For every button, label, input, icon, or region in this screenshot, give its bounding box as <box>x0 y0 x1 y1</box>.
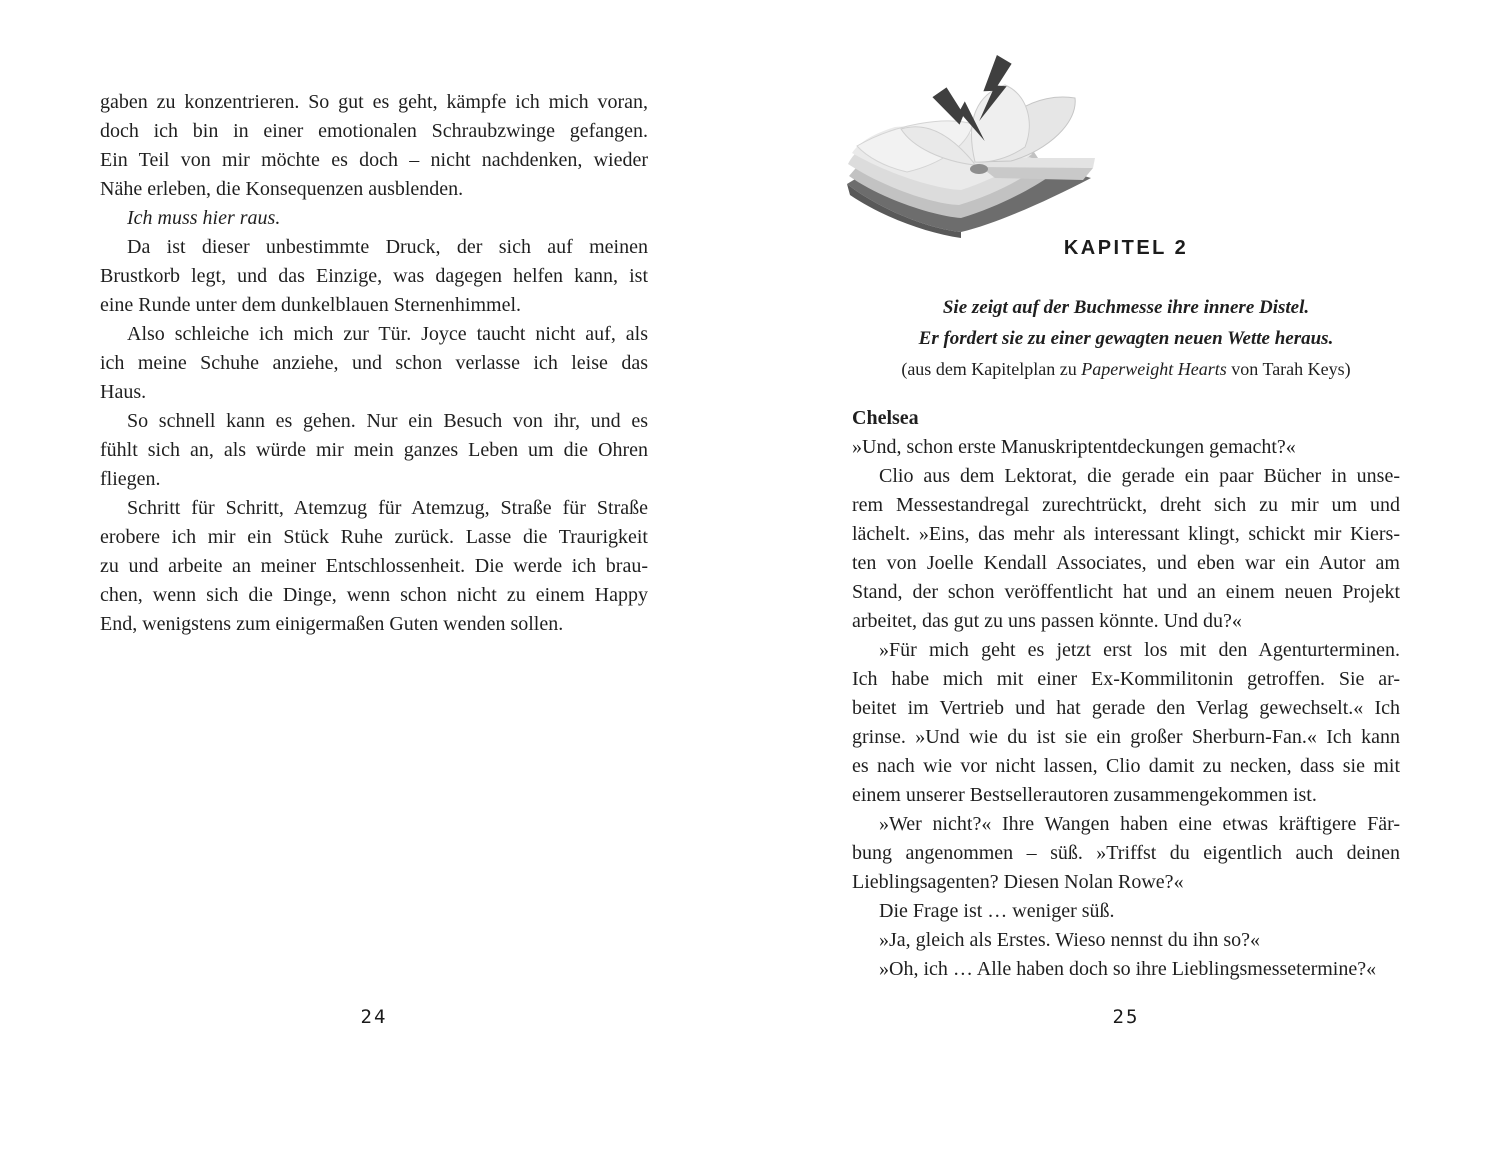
text-line: Ich muss hier raus. <box>127 207 281 229</box>
text-line: gaben zu konzentrieren. So gut es geht, kämpfe ich mich voran, <box>100 91 648 113</box>
text-line: rem Messestandregal zurechtrückt, dreht sich zu mir um und <box>852 494 1400 516</box>
text-line: fühlt sich an, als würde mir mein ganzes Leben um die Ohren <box>100 439 648 461</box>
text-line: beitet im Vertrieb und hat gerade den Verlag gewechselt.« Ich <box>852 697 1400 719</box>
book-spine-shape <box>970 164 988 174</box>
text-line: grinse. »Und wie du ist sie ein großer Sherburn-Fan.« Ich kann <box>852 726 1400 748</box>
text-line: Clio aus dem Lektorat, die gerade ein paar Bücher in unse- <box>879 465 1400 487</box>
open-book-lightning-illustration <box>845 48 1095 238</box>
text-line: zu und arbeite an meiner Entschlossenheit. Die werde ich brau- <box>100 555 648 577</box>
text-line: »Oh, ich … Alle haben doch so ihre Lieblingsmessetermine?« <box>879 958 1377 980</box>
page-number-left: 24 <box>360 1006 388 1028</box>
attribution-suffix: von Tarah Keys) <box>1226 359 1351 379</box>
right-page-body <box>852 433 1400 984</box>
attribution-prefix: (aus dem Kapitelplan zu <box>901 359 1082 379</box>
text-line: Lieblingsagenten? Diesen Nolan Rowe?« <box>852 871 1184 893</box>
text-line: arbeitet, das gut zu uns passen könnte. Und du?« <box>852 610 1242 632</box>
text-line: einem unserer Bestsellerautoren zusammengekommen ist. <box>852 784 1317 806</box>
text-line: lächelt. »Eins, das mehr als interessant klingt, schickt mir Kiers- <box>852 523 1400 545</box>
text-line: eine Runde unter dem dunkelblauen Sternenhimmel. <box>100 294 521 316</box>
text-line: Brustkorb legt, und das Einzige, was dagegen helfen kann, ist <box>100 265 648 287</box>
text-line: Nähe erleben, die Konsequenzen ausblenden. <box>100 178 464 200</box>
epigraph <box>852 292 1400 384</box>
text-line: Ein Teil von mir möchte es doch – nicht nachdenken, wieder <box>100 149 648 171</box>
text-line: Ich habe mich mit einer Ex-Kommilitonin getroffen. Sie ar- <box>852 668 1400 690</box>
text-line: chen, wenn sich die Dinge, wenn schon nicht zu einem Happy <box>100 584 648 606</box>
text-line: Da ist dieser unbestimmte Druck, der sich auf meinen <box>127 236 648 258</box>
text-line: Schritt für Schritt, Atemzug für Atemzug, Straße für Straße <box>127 497 648 519</box>
text-line: bung angenommen – süß. »Triffst du eigentlich auch deinen <box>852 842 1400 864</box>
text-line: So schnell kann es gehen. Nur ein Besuch von ihr, und es <box>127 410 648 432</box>
text-line: »Und, schon erste Manuskriptentdeckungen gemacht?« <box>852 436 1296 458</box>
chapter-heading: KAPITEL 2 <box>1063 237 1189 259</box>
text-line: ich meine Schuhe anziehe, und schon verlasse ich leise das <box>100 352 648 374</box>
text-line: doch ich bin in einer emotionalen Schraubzwinge gefangen. <box>100 120 648 142</box>
text-line: Also schleiche ich mich zur Tür. Joyce taucht nicht auf, als <box>127 323 648 345</box>
attribution-book-title: Paperweight Hearts <box>1081 359 1227 379</box>
text-line: Haus. <box>100 381 147 403</box>
text-line: Die Frage ist … weniger süß. <box>879 900 1115 922</box>
text-line: Stand, der schon veröffentlicht hat und an einem neuen Projekt <box>852 581 1400 603</box>
text-line: »Ja, gleich als Erstes. Wieso nennst du ihn so?« <box>879 929 1260 951</box>
epigraph-line-2: Er fordert sie zu einer gewagten neuen Wette heraus. <box>918 328 1334 349</box>
right-page-text <box>852 404 1400 984</box>
text-line: ten von Joelle Kendall Associates, und eben war ein Autor am <box>852 552 1400 574</box>
text-line: »Wer nicht?« Ihre Wangen haben eine etwas kräftigere Fär- <box>879 813 1400 835</box>
text-line: erobere ich mir ein Stück Ruhe zurück. Lasse die Traurigkeit <box>100 526 648 548</box>
text-line: fliegen. <box>100 468 161 490</box>
text-line: »Für mich geht es jetzt erst los mit den Agenturterminen. <box>879 639 1400 661</box>
epigraph-line-1: Sie zeigt auf der Buchmesse ihre innere Distel. <box>942 297 1310 318</box>
page-number-right: 25 <box>1112 1006 1140 1028</box>
epigraph-attribution <box>852 354 1400 384</box>
section-heading-chelsea: Chelsea <box>852 407 919 429</box>
left-page-text <box>100 88 648 639</box>
text-line: End, wenigstens zum einigermaßen Guten wenden sollen. <box>100 613 564 635</box>
text-line: es nach wie vor nicht lassen, Clio damit zu necken, dass sie mit <box>852 755 1400 777</box>
